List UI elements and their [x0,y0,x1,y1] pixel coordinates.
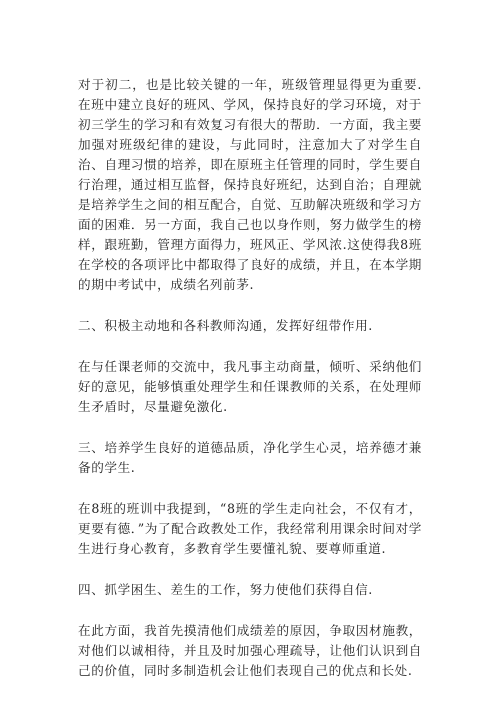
paragraph-spacer [78,336,422,357]
paragraph-spacer [78,559,422,580]
section-heading-teacher-communication: 二、积极主动地和各科教师沟通，发挥好纽带作用. [78,318,373,333]
paragraph-moral-education: 在8班的班训中我提到，“8班的学生走向社会，不仅有才，更要有德．”为了配合政教处工作，我经常利用课余时间对学生进行身心教育，多教育学生要懂礼貌、要尊师重道. [78,501,422,556]
paragraph-spacer [78,417,422,438]
paragraph-class-management: 对于初二，也是比较关键的一年，班级管理显得更为重要.在班中建立良好的班风、学风，保持良好的学习环境，对于初三学生的学习和有效复习有很大的帮助．一方面，我主要加强对班级纪律的建设，与此同时，注意加大了对学生自治、自理习惯的培养，即在原班主任管理的同时，学生要自行治理，通过相互监督，保持良好班纪，达到自治；自理就是培养学生之间的相互配合，自觉、互助解决班级和学习方面的困难．另一方面，我自己也以身作则，努力做学生的榜样，跟班勤，管理方面得力，班风正、学风浓.这使得我8班在学校的各项评比中都取得了良好的成绩，并且，在本学期的期中考试中，成绩名列前茅. [78,77,422,292]
section-heading-struggling-students: 四、抓学困生、差生的工作，努力使他们获得自信. [78,582,373,597]
paragraph-teacher-communication: 在与任课老师的交流中，我凡事主动商量，倾听、采纳他们好的意见，能够慎重处理学生和任课教师的关系，在处理师生矛盾时，尽量避免激化. [78,359,422,414]
paragraph-spacer [78,478,422,499]
paragraph-struggling-students: 在此方面，我首先摸清他们成绩差的原因，争取因材施教，对他们以诚相待，并且及时加强心理疏导，让他们认识到自己的价值，同时多制造机会让他们表现自己的优点和长处. [78,623,422,678]
section-heading-moral-education: 三、培养学生良好的道德品质，净化学生心灵，培养德才兼备的学生. [78,440,422,475]
paragraph-spacer [78,295,422,316]
paragraph-spacer [78,600,422,621]
